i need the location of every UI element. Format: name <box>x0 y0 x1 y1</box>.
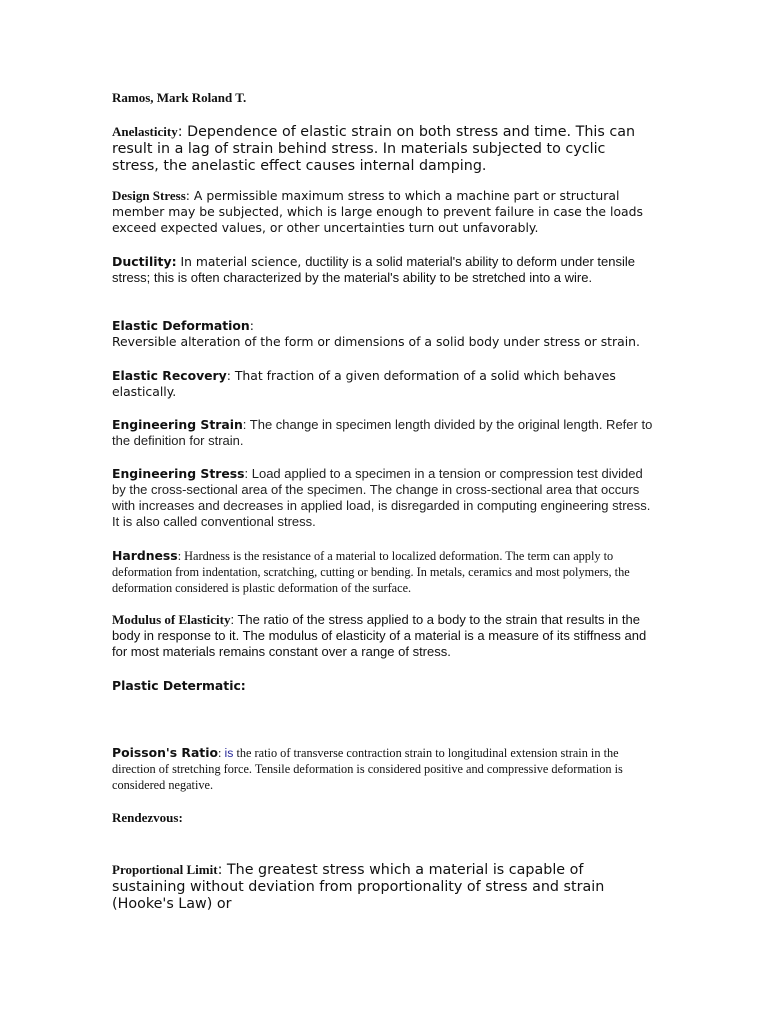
entry-elastic-deformation <box>112 318 657 350</box>
entry-engineering-stress <box>112 466 657 530</box>
term-ductility: Ductility: <box>112 254 177 269</box>
definition-ductility: ductility is a solid material's ability to deform under tensile stress; this is often characterized by the material's ability to be stretched into a wire. <box>112 254 635 285</box>
definition-design-stress: : A permissible maximum stress to which a machine part or structural member may be subjected, which is large enough to prevent failure in case the loads exceed expected values, or other uncertainties turn out unfavorably. <box>112 188 643 235</box>
lead-ductility: In material science, <box>176 255 306 269</box>
entry-modulus-of-elasticity <box>112 612 657 660</box>
term-elastic-recovery: Elastic Recovery <box>112 368 227 383</box>
term-hardness: Hardness <box>112 548 178 563</box>
definition-modulus-of-elasticity: : The ratio of the stress applied to a body to the strain that results in the body in response to it. The modulus of elasticity of a material is a measure of its stiffness and for most materials remains constant over a range of stress. <box>112 612 647 659</box>
entry-poissons-ratio <box>112 745 657 793</box>
entry-hardness <box>112 548 657 596</box>
definition-engineering-stress: : Load applied to a specimen in a tension or compression test divided by the cross-sectional area of the specimen. The change in cross-sectional area that occurs with increases and decreases in applied load, is disregarded in computing engineering stress. It is also called conventional stress. <box>112 466 651 529</box>
term-engineering-stress: Engineering Stress <box>112 466 245 481</box>
entry-design-stress <box>112 188 652 236</box>
definition-proportional-limit: : The greatest stress which a material is capable of sustaining without deviation from proportionality of stress and strain (Hooke's Law) or <box>112 862 605 912</box>
colon-poissons-ratio: : <box>218 746 225 760</box>
entry-anelasticity <box>112 123 652 175</box>
entry-plastic-determatic: Plastic Determatic: <box>112 678 246 693</box>
term-engineering-strain: Engineering Strain <box>112 417 243 432</box>
definition-hardness: : Hardness is the resistance of a material to localized deformation. The term can apply to deformation from indentation, scratching, cutting or bending. In metals, ceramics and most polymers, the deformation considered is plastic deformation of the surface. <box>112 549 630 595</box>
entry-engineering-strain <box>112 417 657 449</box>
entry-rendezvous: Rendezvous: <box>112 810 183 825</box>
term-design-stress: Design Stress <box>112 188 186 203</box>
entry-ductility <box>112 254 657 286</box>
entry-proportional-limit <box>112 861 657 913</box>
term-anelasticity: Anelasticity <box>112 124 178 139</box>
author-name: Ramos, Mark Roland T. <box>112 90 247 105</box>
definition-elastic-recovery: : That fraction of a given deformation of a solid which behaves elastically. <box>112 368 616 399</box>
entry-elastic-recovery <box>112 368 632 400</box>
definition-elastic-deformation: Reversible alteration of the form or dimensions of a solid body under stress or strain. <box>112 334 640 349</box>
term-modulus-of-elasticity: Modulus of Elasticity <box>112 612 231 627</box>
is-poissons-ratio: is <box>224 746 234 760</box>
definition-engineering-strain: : The change in specimen length divided by the original length. Refer to the definition for strain. <box>112 417 653 448</box>
definition-anelasticity: : Dependence of elastic strain on both stress and time. This can result in a lag of strain behind stress. In materials subjected to cyclic stress, the anelastic effect causes internal damping. <box>112 124 636 174</box>
term-poissons-ratio: Poisson's Ratio <box>112 745 218 760</box>
colon-elastic-deformation: : <box>249 318 254 333</box>
term-elastic-deformation: Elastic Deformation <box>112 318 250 333</box>
term-proportional-limit: Proportional Limit <box>112 862 218 877</box>
definition-poissons-ratio: the ratio of transverse contraction strain to longitudinal extension strain in the direction of stretching force. Tensile deformation is considered positive and compressive deformation is considered negative. <box>112 746 623 792</box>
